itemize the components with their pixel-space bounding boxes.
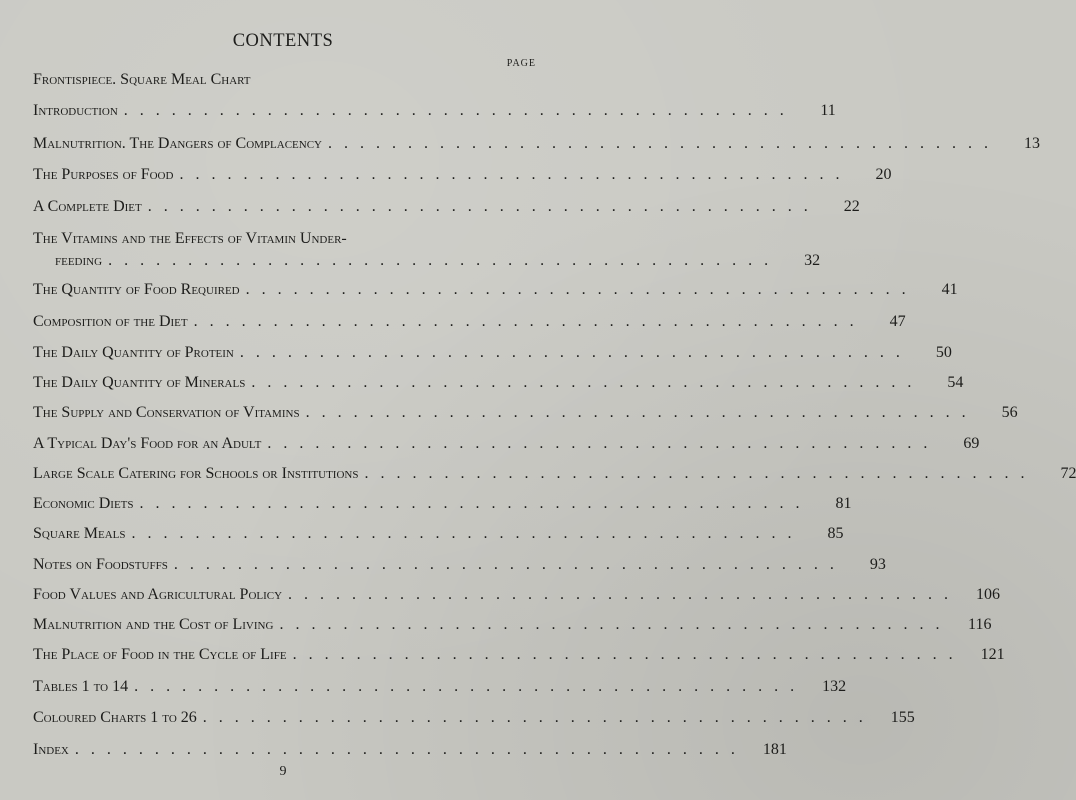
dot-leader: .......................................... bbox=[134, 678, 807, 695]
dot-leader: .......................................... bbox=[328, 135, 1000, 152]
dot-leader: .......................................... bbox=[245, 281, 918, 298]
toc-entry-page: 132 bbox=[822, 678, 847, 695]
toc-entry-title: A Typical Day's Food for an Adult bbox=[33, 435, 262, 452]
dot-leader: .......................................... bbox=[292, 646, 965, 663]
toc-entry-page: 93 bbox=[869, 556, 886, 573]
dot-leader: .......................................... bbox=[147, 198, 820, 215]
toc-entry-page: 50 bbox=[935, 344, 952, 361]
toc-entry-cycle-of-life[interactable] bbox=[33, 645, 1005, 667]
toc-entry-square-meals[interactable] bbox=[33, 524, 844, 546]
toc-entry-daily-minerals[interactable] bbox=[33, 373, 964, 395]
toc-entry-page: 20 bbox=[875, 166, 892, 183]
toc-entry-title: The Place of Food in the Cycle of Life bbox=[33, 646, 287, 663]
dot-leader: .......................................... bbox=[74, 741, 747, 758]
toc-entry-page: 81 bbox=[835, 495, 852, 512]
toc-entry-economic-diets[interactable] bbox=[33, 494, 852, 516]
toc-entry-title: Notes on Foodstuffs bbox=[33, 556, 168, 573]
dot-leader: .......................................... bbox=[305, 404, 978, 421]
toc-entry-page: 32 bbox=[804, 252, 821, 269]
frontispiece-entry bbox=[33, 70, 535, 92]
toc-entry-page: 85 bbox=[827, 525, 844, 542]
toc-entry-page: 106 bbox=[976, 586, 1001, 603]
toc-entry-title: A Complete Diet bbox=[33, 198, 142, 215]
toc-entry-title: Coloured Charts 1 to 26 bbox=[33, 709, 197, 726]
toc-entry-title: Composition of the Diet bbox=[33, 313, 188, 330]
toc-entry-page: 121 bbox=[980, 646, 1005, 663]
toc-entry-index[interactable] bbox=[33, 740, 787, 762]
dot-leader: .......................................... bbox=[279, 616, 952, 633]
toc-entry-introduction[interactable] bbox=[33, 101, 836, 123]
frontispiece-label: Frontispiece. Square Meal Chart bbox=[33, 71, 251, 88]
toc-entry-complete-diet[interactable] bbox=[33, 197, 860, 219]
toc-entry-page: 54 bbox=[947, 374, 964, 391]
dot-leader: .......................................... bbox=[239, 344, 912, 361]
toc-entry-page: 181 bbox=[762, 741, 787, 758]
dot-leader: .......................................... bbox=[267, 435, 940, 452]
toc-entry-page: 22 bbox=[843, 198, 860, 215]
toc-entry-title: Large Scale Catering for Schools or Institutions bbox=[33, 465, 359, 482]
toc-entry-malnutrition-complacency[interactable] bbox=[33, 134, 1040, 156]
dot-leader: .......................................... bbox=[108, 252, 781, 269]
dot-leader: .......................................... bbox=[202, 709, 875, 726]
dot-leader: .......................................... bbox=[364, 465, 1037, 482]
toc-entry-title-continuation: feeding bbox=[55, 252, 103, 269]
toc-entry-title: Malnutrition and the Cost of Living bbox=[33, 616, 274, 633]
contents-heading: CONTENTS bbox=[232, 31, 334, 51]
toc-entry-page: 155 bbox=[890, 709, 915, 726]
dot-leader: .......................................... bbox=[179, 166, 852, 183]
toc-entry-title: Malnutrition. The Dangers of Complacency bbox=[33, 135, 322, 152]
toc-entry-title: Square Meals bbox=[33, 525, 126, 542]
toc-entry-agricultural-policy[interactable] bbox=[33, 585, 1001, 607]
toc-entry-page: 47 bbox=[889, 313, 906, 330]
toc-entry-title: Introduction bbox=[33, 102, 118, 119]
toc-entry-purposes-of-food[interactable] bbox=[33, 165, 892, 187]
toc-entry-notes-on-foodstuffs[interactable] bbox=[33, 555, 886, 577]
toc-entry-title: Index bbox=[33, 741, 69, 758]
dot-leader: .......................................... bbox=[131, 525, 804, 542]
toc-entry-title: The Daily Quantity of Minerals bbox=[33, 374, 246, 391]
toc-entry-title: The Vitamins and the Effects of Vitamin Under- bbox=[33, 230, 347, 247]
toc-entry-composition-of-diet[interactable] bbox=[33, 312, 906, 334]
toc-entry-quantity-of-food[interactable] bbox=[33, 280, 958, 302]
toc-entry-coloured-charts[interactable] bbox=[33, 708, 915, 730]
toc-entry-page: 116 bbox=[968, 616, 992, 633]
toc-entry-page: 69 bbox=[963, 435, 980, 452]
toc-entry-large-scale-catering[interactable] bbox=[33, 464, 1076, 486]
toc-entry-supply-of-vitamins[interactable] bbox=[33, 403, 1018, 425]
toc-entry-title: The Daily Quantity of Protein bbox=[33, 344, 234, 361]
toc-entry-page: 56 bbox=[1001, 404, 1018, 421]
toc-entry-page: 11 bbox=[820, 102, 836, 119]
toc-entry-page: 72 bbox=[1060, 465, 1076, 482]
toc-entry-tables[interactable] bbox=[33, 677, 847, 699]
folio-page-number: 9 bbox=[279, 764, 287, 779]
toc-entry-page: 41 bbox=[941, 281, 958, 298]
toc-entry-title: Tables 1 to 14 bbox=[33, 678, 129, 695]
toc-entry-page: 13 bbox=[1024, 135, 1040, 152]
toc-entry-title: The Supply and Conservation of Vitamins bbox=[33, 404, 300, 421]
toc-entry-typical-day[interactable] bbox=[33, 434, 980, 456]
toc-entry-cost-of-living[interactable] bbox=[33, 615, 992, 637]
toc-entry-daily-protein[interactable] bbox=[33, 343, 952, 365]
toc-entry-title: Economic Diets bbox=[33, 495, 134, 512]
toc-entry-vitamins[interactable] bbox=[33, 229, 821, 273]
dot-leader: .......................................... bbox=[193, 313, 866, 330]
dot-leader: .......................................... bbox=[173, 556, 846, 573]
dot-leader: .......................................... bbox=[123, 102, 796, 119]
dot-leader: .......................................... bbox=[139, 495, 812, 512]
dot-leader: .......................................... bbox=[288, 586, 961, 603]
dot-leader: .......................................... bbox=[251, 374, 924, 391]
toc-entry-title: Food Values and Agricultural Policy bbox=[33, 586, 283, 603]
toc-entry-title: The Quantity of Food Required bbox=[33, 281, 240, 298]
toc-entry-title: The Purposes of Food bbox=[33, 166, 174, 183]
page-column-label: PAGE bbox=[506, 58, 536, 69]
